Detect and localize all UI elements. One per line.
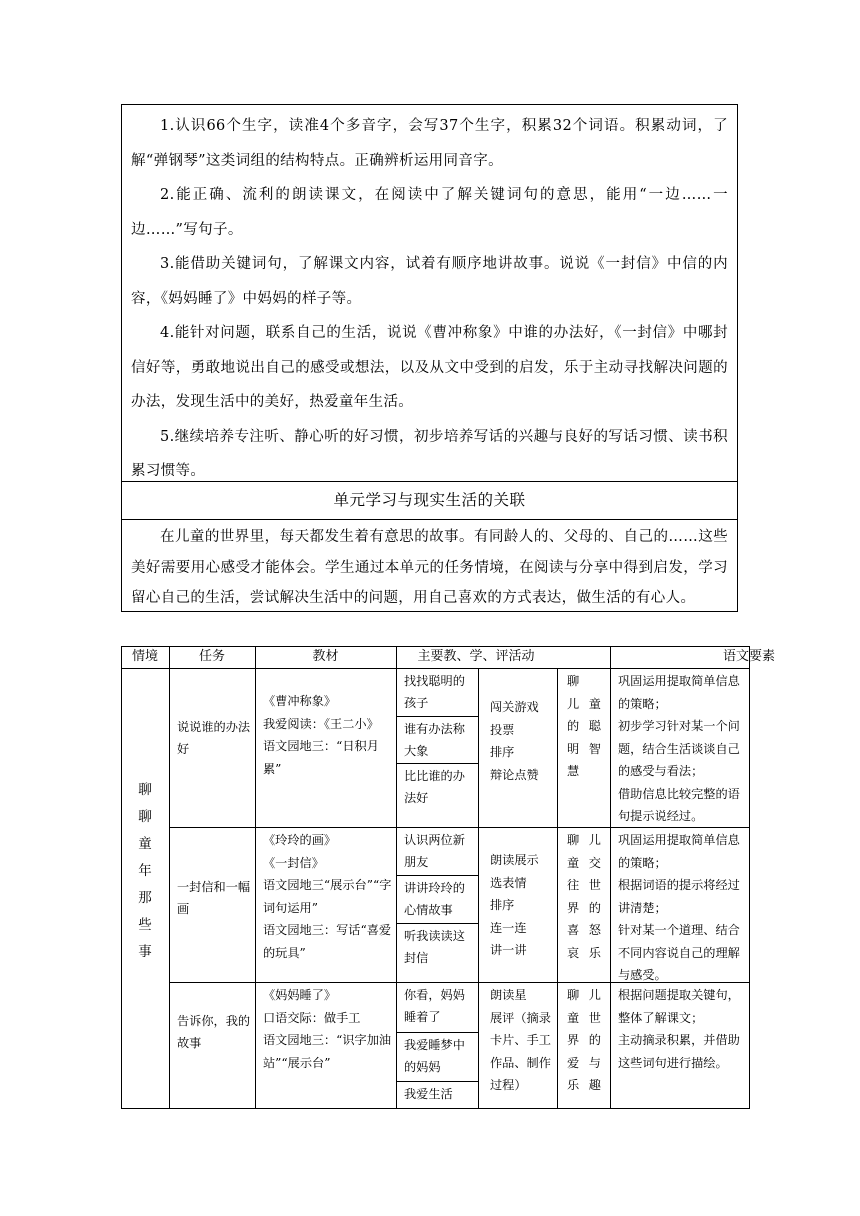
learning-goals <box>122 105 737 482</box>
theme-line: 往 世 <box>567 878 601 892</box>
header-situation: 情境 <box>131 649 158 664</box>
material-cell <box>263 984 393 1074</box>
theme-line: 聊 <box>567 674 580 688</box>
elements-cell <box>618 829 746 987</box>
goal-item: 2.能正确、流利的朗读课文，在阅读中了解关键词句的意思，能用“一边……一边……”写句子。 <box>131 187 728 238</box>
theme-line: 儿 童 <box>567 696 601 711</box>
method-line: 展评（摘录卡片、手工作品、制作过程） <box>490 1010 551 1092</box>
material-line: 我爱阅读：《王二小》 <box>263 716 379 731</box>
goal-item: 5.继续培养专注听、静心听的好习惯，初步培养写话的兴趣与良好的写话习惯、读书积累习惯等。 <box>131 428 728 479</box>
sub-activity: 我爱生活 <box>404 1087 453 1101</box>
elements-cell <box>618 670 746 828</box>
theme-line: 喜 怒 <box>567 923 601 937</box>
method-line: 选表情 <box>490 875 527 890</box>
material-line: 语文园地三：“识字加油站”“展示台” <box>263 1033 392 1070</box>
sub-activity: 听我读读这封信 <box>404 929 465 965</box>
sub-activity: 认识两位新朋友 <box>404 833 465 869</box>
element-line: 借助信息比较完整的语句提示说经过。 <box>618 786 740 823</box>
activity-table <box>121 646 775 1109</box>
theme-line: 界 的 <box>567 1033 601 1047</box>
theme-line: 的 聪 <box>567 719 601 733</box>
element-line: 巩固运用提取简单信息的策略； <box>618 674 740 711</box>
situation-cell <box>121 777 169 966</box>
task-cell: 说说谁的办法好 <box>177 720 251 756</box>
method-line: 排序 <box>490 898 515 912</box>
method-line: 辩论点赞 <box>490 767 539 782</box>
material-line: 语文园地三：写话“喜爱的玩具” <box>263 923 392 960</box>
method-cell <box>490 696 556 786</box>
element-line: 初步学习针对某一个问题，结合生活谈谈自己的感受与看法； <box>618 719 740 778</box>
material-line: 语文园地三：“日积月累” <box>263 739 379 776</box>
material-line: 《玲玲的画》 <box>263 833 337 847</box>
sub-activity: 谁有办法称大象 <box>404 722 465 758</box>
sub-activity: 我爱睡梦中的妈妈 <box>404 1038 465 1074</box>
material-line: 语文园地三“展示台”“字词句运用” <box>263 878 392 915</box>
theme-line: 童 交 <box>567 855 601 870</box>
element-line: 巩固运用提取简单信息的策略； <box>618 833 740 870</box>
life-connection-text <box>122 519 737 614</box>
method-line: 连一连 <box>490 920 527 935</box>
method-line: 讲一讲 <box>490 943 527 957</box>
theme-line: 乐 趣 <box>567 1078 601 1092</box>
theme-cell <box>567 829 601 964</box>
element-line: 针对某一个道理、结合不同内容说自己的理解与感受。 <box>618 923 740 982</box>
goal-item: 3.能借助关键词句，了解课文内容，试着有顺序地讲故事。说说《一封信》中信的内容，《妈妈睡了》中妈妈的样子等。 <box>131 256 728 307</box>
theme-line: 爱 与 <box>567 1055 601 1070</box>
theme-line: 明 智 <box>567 741 601 756</box>
task-cell: 告诉你，我的故事 <box>177 1014 251 1050</box>
sub-activity: 你看，妈妈睡着了 <box>404 988 465 1024</box>
theme-line: 哀 乐 <box>567 945 601 960</box>
method-line: 排序 <box>490 745 515 759</box>
theme-line: 界 的 <box>567 900 601 915</box>
method-line: 闯关游戏 <box>490 700 539 714</box>
element-line: 根据词语的提示将经过讲清楚； <box>618 878 740 915</box>
life-connection-paragraph: 在儿童的世界里，每天都发生着有意思的故事。有同龄人的、父母的、自己的……这些美好需要用心感受才能体会。学生通过本单元的任务情境，在阅读与分享中得到启发，学习留心自己的生活，尝试解决生活中的问题，用自己喜欢的方式表达，做生活的有心人。 <box>131 529 728 606</box>
sub-activity: 找找聪明的孩子 <box>404 674 465 710</box>
goal-item: 1.认识66个生字，读准4个多音字，会写37个生字，积累32个词语。积累动词，了解“弹钢琴”这类词组的结构特点。正确辨析运用同音字。 <box>131 118 728 169</box>
material-line: 《曹冲称象》 <box>263 694 337 708</box>
material-line: 口语交际：做手工 <box>263 1010 361 1025</box>
elements-cell <box>618 984 746 1074</box>
method-line: 朗读星 <box>490 988 527 1002</box>
material-cell <box>263 690 393 780</box>
situation-text: 聊聊童年那些事 <box>138 782 152 960</box>
theme-line: 童 世 <box>567 1010 601 1025</box>
element-line: 主动摘录积累，并借助这些词句进行描绘。 <box>618 1033 740 1070</box>
theme-cell <box>567 984 601 1097</box>
method-cell <box>490 849 556 962</box>
method-line: 朗读展示 <box>490 853 539 867</box>
header-activities: 主要教、学、评活动 <box>417 649 535 664</box>
task-cell: 一封信和一幅画 <box>177 880 251 916</box>
header-elements: 语文要素 <box>722 649 775 664</box>
header-task: 任务 <box>198 649 225 664</box>
material-line: 《妈妈睡了》 <box>263 988 337 1002</box>
goal-item: 4.能针对问题，联系自己的生活，说说《曹冲称象》中谁的办法好，《一封信》中哪封信好等，勇敢地说出自己的感受或想法，以及从文中受到的启发，乐于主动寻找解决问题的办法，发现生活中的美好，热爱童年生活。 <box>131 325 728 410</box>
method-cell <box>490 984 556 1097</box>
header-material: 教材 <box>312 649 339 664</box>
sub-activity: 讲讲玲玲的心情故事 <box>404 881 465 917</box>
unit-goals-box <box>121 104 738 612</box>
element-line: 根据问题提取关键句，整体了解课文； <box>618 988 740 1025</box>
theme-cell <box>567 670 601 783</box>
theme-line: 聊 儿 <box>567 988 601 1002</box>
theme-line: 聊 儿 <box>567 833 601 847</box>
material-line: 《一封信》 <box>263 855 324 870</box>
section-title: 单元学习与现实生活的关联 <box>122 482 737 520</box>
method-line: 投票 <box>490 722 515 737</box>
sub-activity: 比比谁的办法好 <box>404 769 465 805</box>
material-cell <box>263 829 393 964</box>
theme-line: 慧 <box>567 764 580 778</box>
